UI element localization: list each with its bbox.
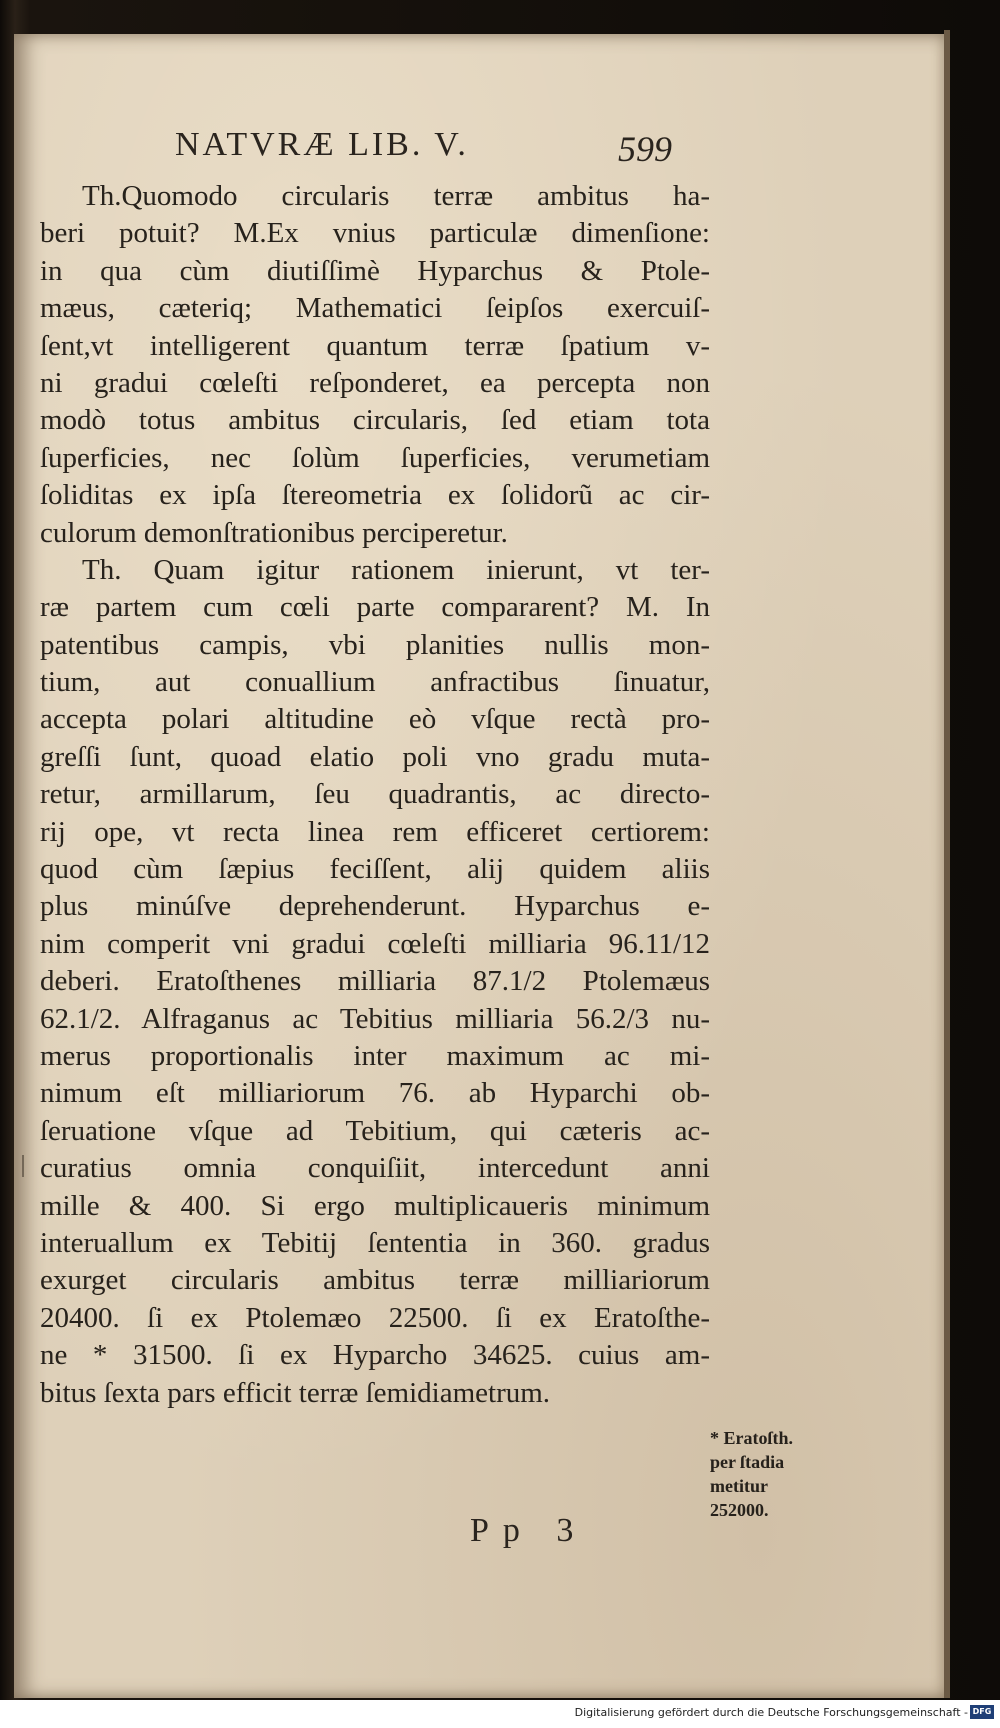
- text-line: curatius omnia conquiſiit, intercedunt anni: [40, 1152, 710, 1185]
- signature-mark: Pp 3: [470, 1512, 588, 1549]
- text-line: nim comperit vni gradui cœleſti milliaria 96.11/12: [40, 927, 710, 960]
- margin-note-line: * Eratoſth.: [710, 1428, 793, 1448]
- text-line: ſeruatione vſque ad Tebitium, qui cæteris ac-: [40, 1114, 710, 1147]
- text-line: beri potuit? M.Ex vnius particulæ dimenſione:: [40, 217, 710, 250]
- text-line: ne * 31500. ſi ex Hyparcho 34625. cuius am-: [40, 1339, 710, 1372]
- text-line: Th.Quomodo circularis terræ ambitus ha-: [82, 180, 710, 212]
- text-line: rij ope, vt recta linea rem efficeret certiorem:: [40, 815, 710, 848]
- text-line: 62.1/2. Alfraganus ac Tebitius milliaria 56.2/3 nu-: [40, 1002, 710, 1035]
- text-line: plus minúſve deprehenderunt. Hyparchus e-: [40, 890, 710, 923]
- margin-note-line: metitur: [710, 1476, 768, 1496]
- margin-ink-mark: [22, 1155, 24, 1177]
- text-line: 20400. ſi ex Ptolemæo 22500. ſi ex Eratoſthe-: [40, 1301, 710, 1334]
- margin-note: [710, 1426, 830, 1522]
- text-line: merus proportionalis inter maximum ac mi-: [40, 1039, 710, 1072]
- text-line: ſuperficies, nec ſolùm ſuperficies, verumetiam: [40, 441, 710, 474]
- running-head: NATVRÆ LIB. V.: [175, 126, 469, 163]
- text-line: ſent,vt intelligerent quantum terræ ſpatium v-: [40, 329, 710, 362]
- text-line: tium, aut conuallium anfractibus ſinuatur,: [40, 666, 710, 699]
- body-text: [40, 178, 710, 1412]
- margin-note-line: 252000.: [710, 1500, 769, 1520]
- text-line: patentibus campis, vbi planities nullis mon-: [40, 628, 710, 661]
- text-line: ræ partem cum cœli parte compararent? M. In: [40, 591, 710, 624]
- text-line: retur, armillarum, ſeu quadrantis, ac directo-: [40, 778, 710, 811]
- text-line: ſoliditas ex ipſa ſtereometria ex ſolidorũ ac cir-: [40, 479, 710, 512]
- text-line: exurget circularis ambitus terræ milliariorum: [40, 1264, 710, 1297]
- text-line: mille & 400. Si ergo multiplicaueris minimum: [40, 1189, 710, 1222]
- text-line: mæus, cæteriq; Mathematici ſeipſos exercuiſ-: [40, 292, 710, 325]
- text-line: Th. Quam igitur rationem inierunt, vt ter-: [82, 553, 710, 586]
- text-line: greſſi ſunt, quoad elatio poli vno gradu muta-: [40, 740, 710, 773]
- footer-credit: Digitalisierung gefördert durch die Deutsche Forschungsgemeinschaft -: [574, 1706, 968, 1719]
- page-edge: [944, 30, 950, 1698]
- text-line: bitus ſexta pars efficit terræ ſemidiametrum.: [40, 1376, 551, 1409]
- text-line: in qua cùm diutiſſimè Hyparchus & Ptole-: [40, 254, 710, 287]
- text-line: modò totus ambitus circularis, ſed etiam tota: [40, 404, 710, 437]
- text-line: quod cùm ſæpius feciſſent, alij quidem aliis: [40, 853, 710, 886]
- dfg-logo-icon: DFG: [970, 1705, 994, 1719]
- text-line: nimum eſt milliariorum 76. ab Hyparchi ob-: [40, 1077, 710, 1110]
- text-line: deberi. Eratoſthenes milliaria 87.1/2 Ptolemæus: [40, 965, 710, 998]
- text-line: ni gradui cœleſti reſponderet, ea percepta non: [40, 366, 710, 399]
- text-line: interuallum ex Tebitij ſententia in 360. gradus: [40, 1226, 710, 1259]
- text-line: accepta polari altitudine eò vſque rectà pro-: [40, 703, 710, 736]
- text-line: culorum demonſtrationibus perciperetur.: [40, 516, 508, 549]
- page-number: 599: [618, 129, 672, 169]
- margin-note-line: per ſtadia: [710, 1452, 785, 1472]
